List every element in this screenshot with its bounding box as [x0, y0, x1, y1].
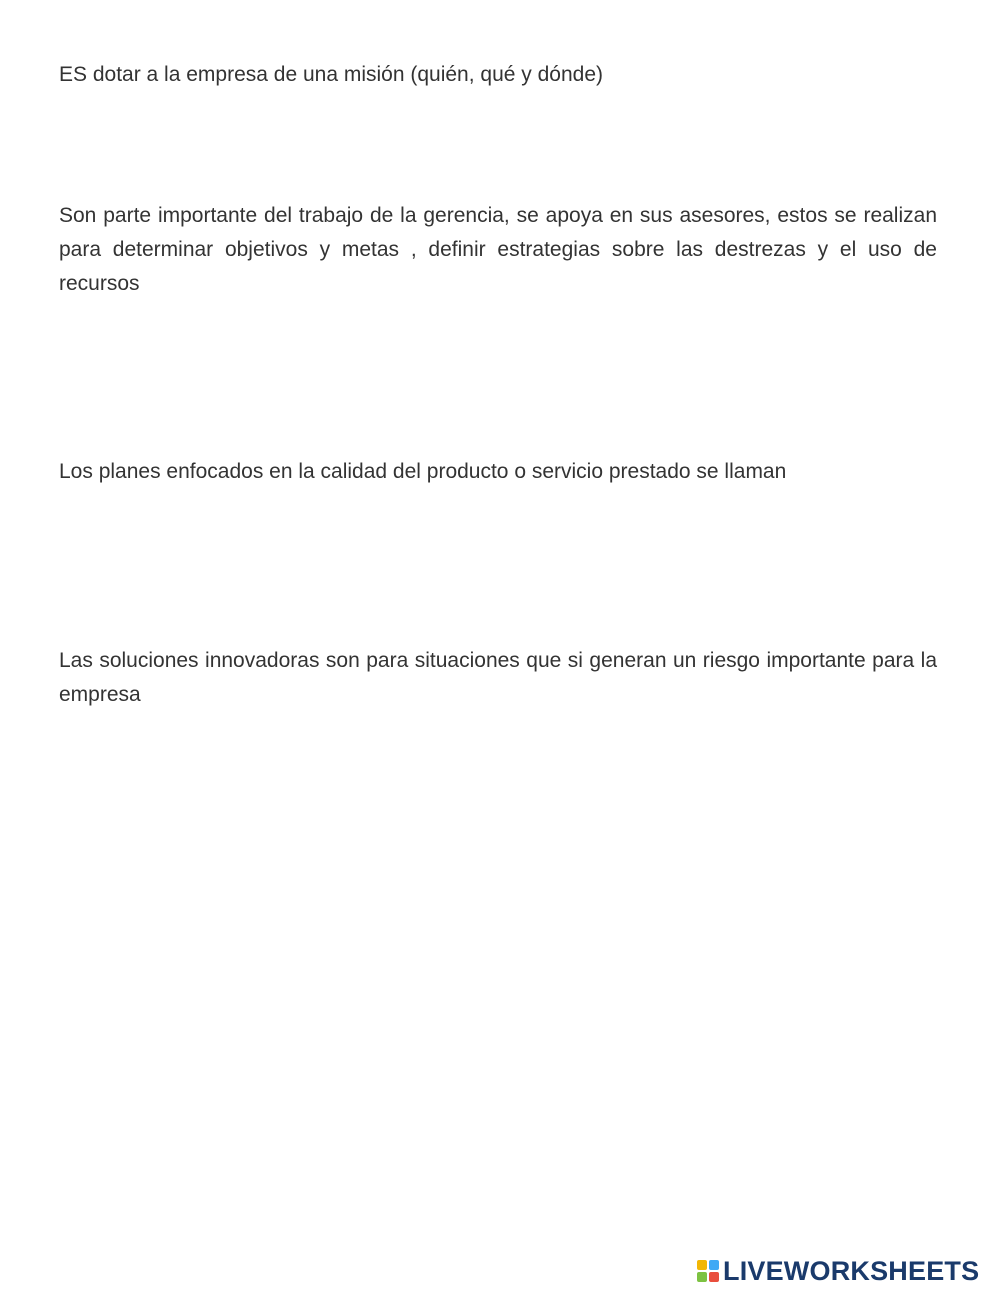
liveworksheets-logo-icon: [697, 1260, 719, 1282]
question-text-3: Los planes enfocados en la calidad del producto o servicio prestado se llaman: [59, 460, 787, 483]
question-text-2: Son parte importante del trabajo de la gerencia, se apoya en sus asesores, estos se realizan para determinar objetivos y metas , definir estrategias sobre las destrezas y el uso de recursos: [59, 204, 937, 295]
question-text-4: Las soluciones innovadoras son para situaciones que si generan un riesgo importante para la empresa: [59, 649, 937, 706]
liveworksheets-logo: [697, 1257, 979, 1285]
logo-text: LIVEWORKSHEETS: [723, 1256, 980, 1286]
question-text-1: ES dotar a la empresa de una misión (quién, qué y dónde): [59, 63, 604, 86]
